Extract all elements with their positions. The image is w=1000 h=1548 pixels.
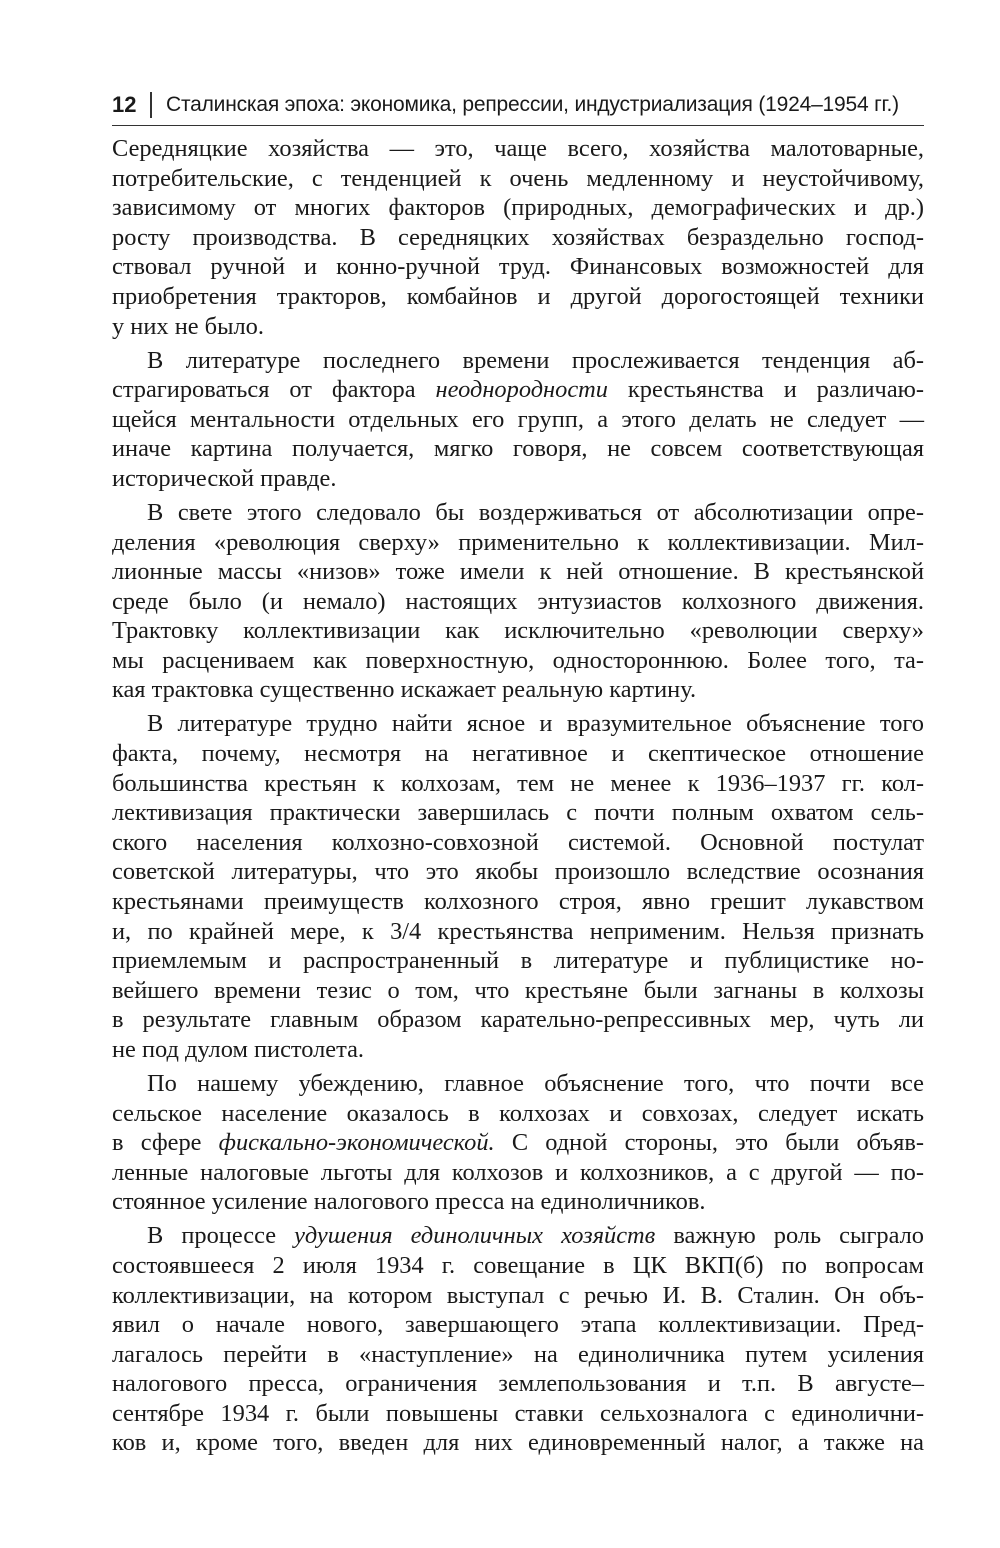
text-line: ков и, кроме того, введен для них единовременный налог, а также на: [112, 1429, 924, 1457]
text-line: советской литературы, что это якобы произошло вследствие осознания: [112, 858, 924, 886]
running-title: Сталинская эпоха: экономика, репрессии, индустриализация (1924–1954 гг.): [165, 92, 899, 116]
text-line: В литературе последнего времени прослеживается тенденция аб-: [147, 346, 924, 374]
page-number: 12: [112, 91, 137, 117]
text-line: в результате главным образом карательно-репрессивных мер, чуть ли: [112, 1006, 924, 1034]
text-line: приобретения тракторов, комбайнов и другой дорогостоящей техники: [112, 282, 924, 310]
text-line: лагалось перейти в «наступление» на единоличника путем усиления: [112, 1340, 924, 1368]
paragraph: [112, 1069, 924, 1217]
text-run: крестьянства и различаю-: [607, 376, 924, 404]
text-line: росту производства. В середняцких хозяйствах безраздельно господ-: [112, 223, 924, 251]
text-line: лионные массы «низов» тоже имели к ней отношение. В крестьянской: [112, 558, 924, 586]
text-line: большинства крестьян к колхозам, тем не менее к 1936–1937 гг. кол-: [112, 769, 924, 797]
text-line: лективизация практически завершилась с почти полным охватом сель-: [112, 799, 924, 827]
italic-term: удушения единоличных хозяйств: [294, 1222, 656, 1250]
text-line: у них не было.: [112, 312, 264, 340]
text-line: не под дулом пистолета.: [112, 1035, 365, 1063]
text-line: среде было (и немало) настоящих энтузиастов колхозного движения.: [112, 587, 924, 615]
text-line: [112, 1221, 924, 1251]
page-body: [112, 134, 924, 1462]
text-line: потребительские, с тенденцией к очень медленному и неустойчивому,: [112, 164, 924, 192]
text-line: иначе картина получается, мягко говоря, не совсем соответствующая: [112, 435, 924, 463]
text-line: и, по крайней мере, к 3/4 крестьянства неприменим. Нельзя признать: [112, 917, 924, 945]
text-run: В процессе: [147, 1222, 295, 1250]
text-line: [112, 1128, 924, 1158]
text-line: сентябре 1934 г. были повышены ставки сельхозналога с единолични-: [112, 1399, 924, 1427]
italic-term: неоднородности: [435, 376, 608, 404]
text-run: С одной стороны, это были объяв-: [494, 1129, 924, 1157]
text-line: явил о начале нового, завершающего этапа коллективизации. Пред-: [112, 1311, 924, 1339]
text-line: исторической правде.: [112, 464, 337, 492]
text-line: ствовал ручной и конно-ручной труд. Финансовых возможностей для: [112, 253, 924, 281]
text-line: В свете этого следовало бы воздерживаться от абсолютизации опре-: [147, 498, 924, 526]
paragraph: [112, 709, 924, 1064]
text-line: ского населения колхозно-совхозной системой. Основной постулат: [112, 828, 924, 856]
paragraph: [112, 346, 924, 494]
paragraph: [112, 498, 924, 705]
text-line: Трактовку коллективизации как исключительно «революции сверху»: [112, 617, 924, 645]
text-run: страгироваться от фактора: [112, 376, 436, 404]
text-line: деления «революция сверху» применительно к коллективизации. Мил-: [112, 528, 924, 556]
text-line: налогового пресса, ограничения землепользования и т.п. В августе–: [112, 1370, 924, 1398]
text-line: ленные налоговые льготы для колхозов и колхозников, а с другой — по-: [112, 1158, 924, 1186]
text-run: в сфере: [112, 1129, 219, 1157]
text-line: крестьянами преимуществ колхозного строя, явно грешит лукавством: [112, 888, 924, 916]
text-run: важную роль сыграло: [655, 1222, 925, 1250]
text-line: По нашему убеждению, главное объяснение того, что почти все: [147, 1069, 924, 1097]
text-line: вейшего времени тезис о том, что крестьяне были загнаны в колхозы: [112, 976, 924, 1004]
text-line: приемлемым и распространенный в литературе и публицистике но-: [112, 947, 924, 975]
italic-term: фискально-экономической.: [218, 1129, 495, 1157]
text-line: факта, почему, несмотря на негативное и скептическое отношение: [112, 740, 924, 768]
header-divider: [150, 92, 152, 118]
text-line: щейся ментальности отдельных его групп, а этого делать не следует —: [112, 405, 924, 433]
paragraph: [112, 134, 924, 341]
text-line: кая трактовка существенно искажает реальную картину.: [112, 676, 697, 704]
text-line: стоянное усиление налогового пресса на единоличников.: [112, 1188, 706, 1216]
running-header: [112, 84, 924, 126]
text-line: сельское население оказалось в колхозах и совхозах, следует искать: [112, 1099, 924, 1127]
text-line: мы расцениваем как поверхностную, одностороннюю. Более того, та-: [112, 646, 924, 674]
text-line: состоявшееся 2 июля 1934 г. совещание в ЦК ВКП(б) по вопросам: [112, 1251, 924, 1279]
paragraph: [112, 1221, 924, 1458]
text-line: В литературе трудно найти ясное и вразумительное объяснение того: [147, 710, 924, 738]
text-line: коллективизации, на котором выступал с речью И. В. Сталин. Он объ-: [112, 1281, 924, 1309]
text-line: Середняцкие хозяйства — это, чаще всего, хозяйства малотоварные,: [112, 135, 924, 162]
text-line: [112, 375, 924, 405]
text-line: зависимому от многих факторов (природных, демографических и др.): [112, 194, 924, 222]
